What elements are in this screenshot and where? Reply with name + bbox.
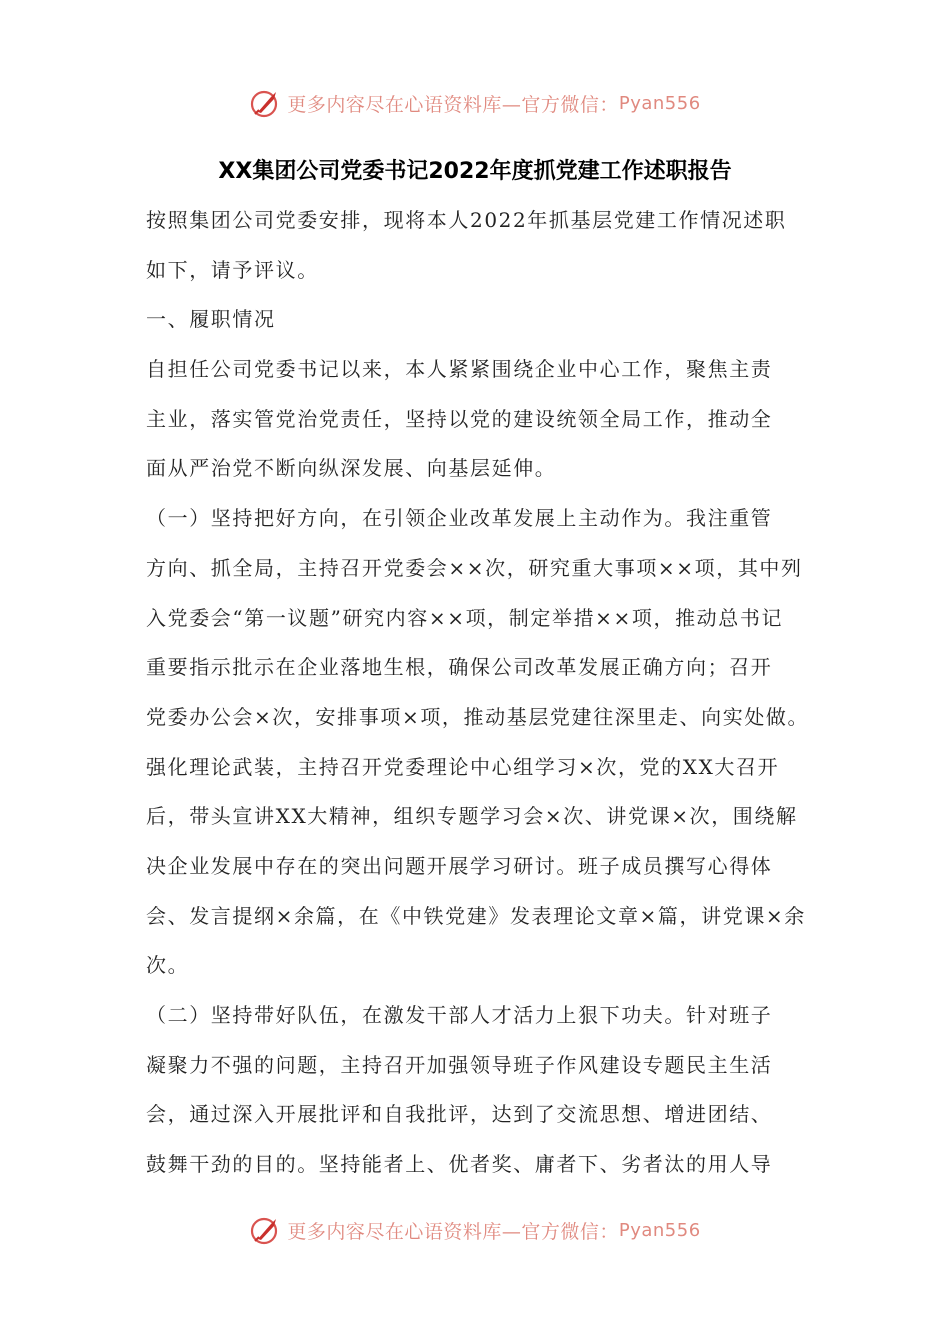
body-line: 自担任公司党委书记以来，本人紧紧围绕企业中心工作，聚焦主责 — [146, 357, 773, 382]
body-line: 会，通过深入开展批评和自我批评，达到了交流思想、增进团结、 — [146, 1102, 773, 1127]
body-line: 后，带头宣讲XX大精神，组织专题学习会×次、讲党课×次，围绕解 — [146, 804, 798, 829]
body-line: （二）坚持带好队伍，在激发干部人才活力上狠下功夫。针对班子 — [146, 1003, 773, 1027]
body-line: 面从严治党不断向纵深发展、向基层延伸。 — [146, 456, 557, 481]
body-line: 会、发言提纲×余篇，在《中铁党建》发表理论文章×篇，讲党课×余 — [146, 903, 806, 928]
body-line: 如下，请予评议。 — [146, 257, 319, 282]
body-line: （一）坚持把好方向，在引领企业改革发展上主动作为。我注重管 — [146, 506, 773, 531]
pen-nib-logo-icon — [249, 86, 283, 120]
watermark-text: 更多内容尽在心语资料库—官方微信： — [287, 1220, 619, 1243]
body-line: 鼓舞干劲的目的。坚持能者上、优者奖、庸者下、劣者汰的用人导 — [146, 1152, 773, 1177]
watermark-text: 更多内容尽在心语资料库—官方微信： — [287, 93, 619, 116]
pen-nib-logo-icon — [249, 1213, 283, 1247]
body-line: 入党委会“第一议题”研究内容××项，制定举措××项，推动总书记 — [146, 605, 784, 630]
document-body — [146, 198, 811, 1192]
body-line: 强化理论武装，主持召开党委理论中心组学习×次，党的XX大召开 — [146, 754, 780, 779]
body-line: 凝聚力不强的问题，主持召开加强领导班子作风建设专题民主生活 — [146, 1052, 773, 1077]
body-line: 主业，落实管党治党责任，坚持以党的建设统领全局工作，推动全 — [146, 406, 773, 431]
body-line: 党委办公会×次，安排事项×项，推动基层党建往深里走、向实处做。 — [146, 704, 810, 729]
watermark-wechat-id: Pyan556 — [618, 92, 701, 114]
body-line: 重要指示批示在企业落地生根，确保公司改革发展正确方向；召开 — [146, 655, 773, 680]
document-title: XX集团公司党委书记2022年度抓党建工作述职报告 — [218, 159, 732, 184]
watermark-wechat-id: Pyan556 — [618, 1219, 701, 1241]
body-line: 方向、抓全局，主持召开党委会××次，研究重大事项××项，其中列 — [146, 555, 803, 580]
body-line: 按照集团公司党委安排，现将本人2022年抓基层党建工作情况述职 — [146, 208, 787, 232]
watermark-footer — [0, 1213, 950, 1247]
body-line: 次。 — [146, 953, 190, 978]
section-heading: 一、履职情况 — [146, 307, 276, 332]
watermark-header — [0, 86, 950, 120]
body-line: 决企业发展中存在的突出问题开展学习研讨。班子成员撰写心得体 — [146, 853, 773, 878]
